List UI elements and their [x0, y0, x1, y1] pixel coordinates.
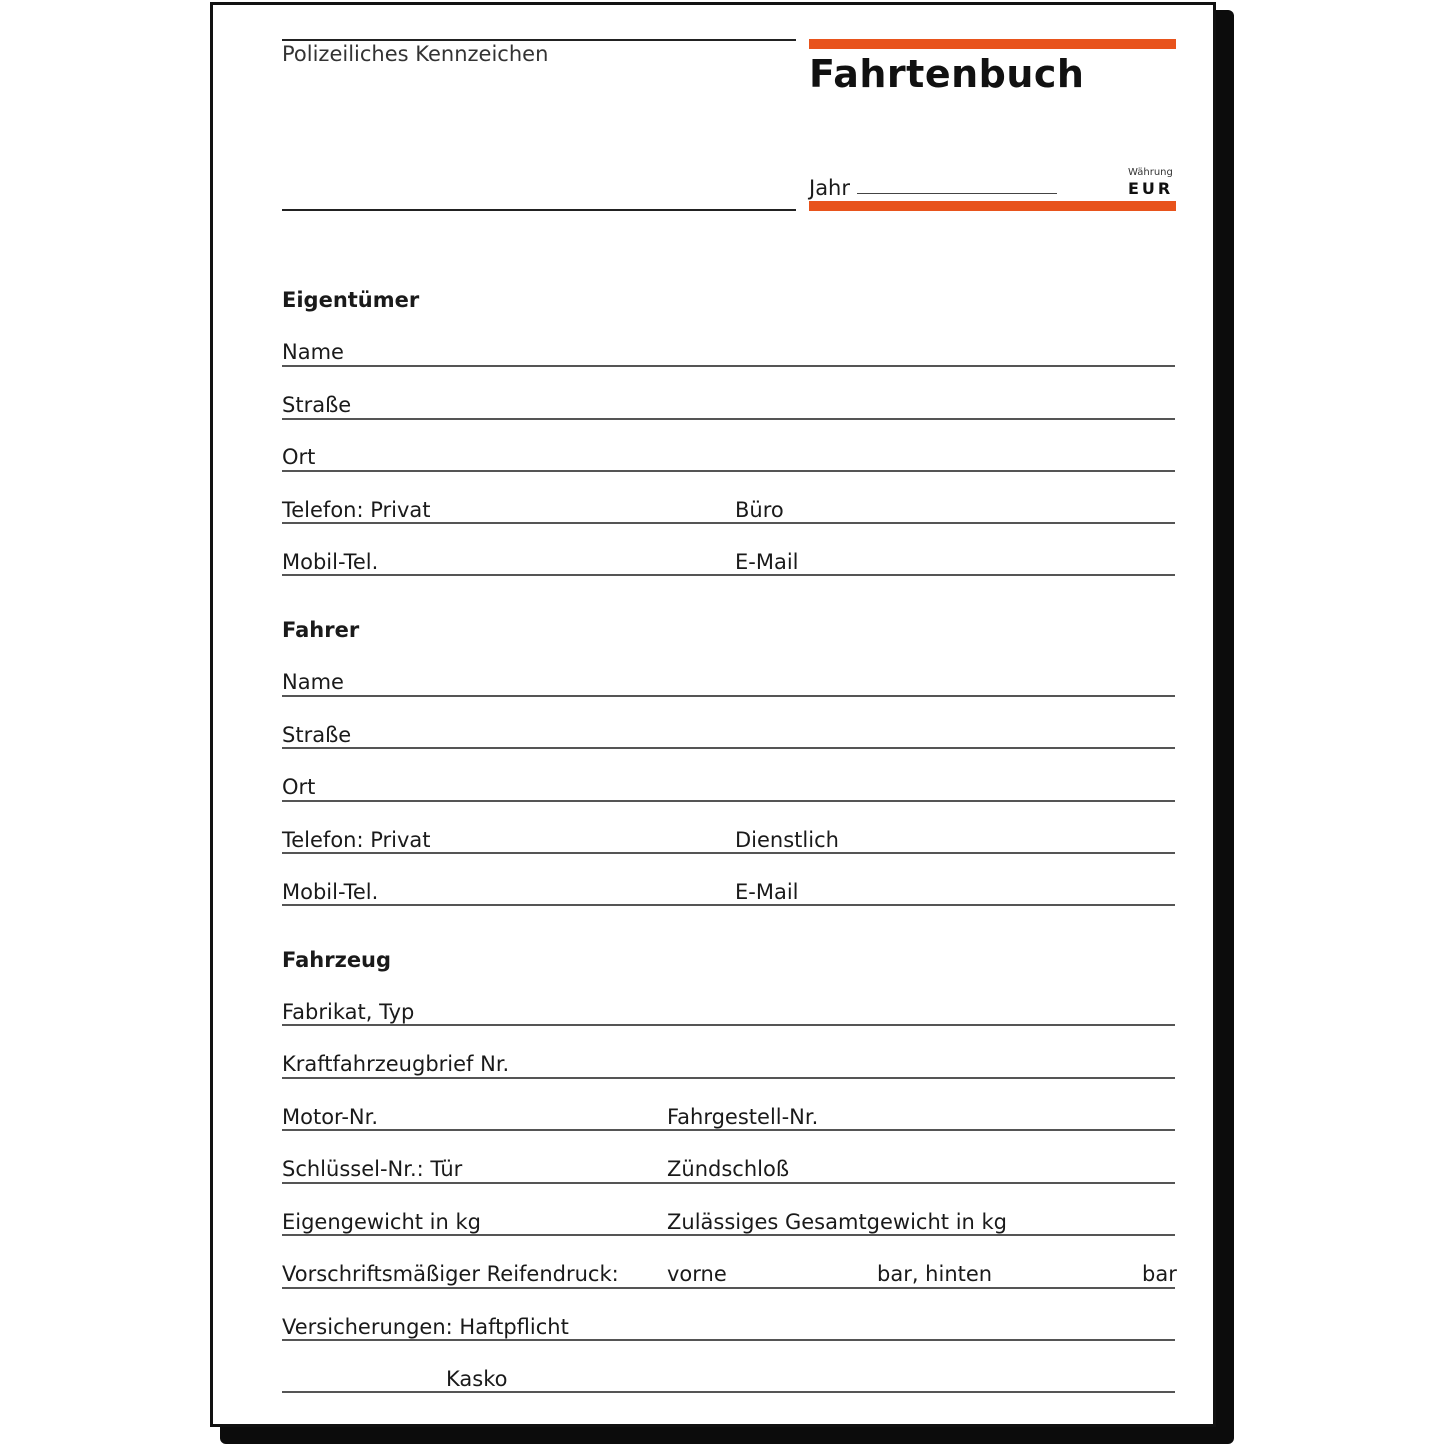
owner-city-label: Ort	[282, 445, 316, 469]
driver-street-label: Straße	[282, 723, 352, 747]
owner-mobile-email-field[interactable]	[282, 574, 1175, 576]
owner-phone-field[interactable]	[282, 522, 1175, 524]
vehicle-registration-label: Kraftfahrzeugbrief Nr.	[282, 1052, 510, 1076]
driver-phone-private-label: Telefon: Privat	[282, 828, 431, 852]
vehicle-tire-rear-label: bar, hinten	[877, 1262, 993, 1286]
year-field[interactable]	[857, 193, 1057, 194]
owner-name-label: Name	[282, 340, 344, 364]
vehicle-gross-weight-label: Zulässiges Gesamtgewicht in kg	[667, 1210, 1008, 1234]
owner-name-field[interactable]	[282, 365, 1175, 367]
vehicle-make-label: Fabrikat, Typ	[282, 1000, 415, 1024]
vehicle-weight-field[interactable]	[282, 1234, 1175, 1236]
driver-city-label: Ort	[282, 775, 316, 799]
driver-email-label: E-Mail	[735, 880, 799, 904]
vehicle-make-field[interactable]	[282, 1024, 1175, 1026]
year-label: Jahr	[809, 176, 851, 200]
vehicle-insurance-casco-label: Kasko	[446, 1367, 508, 1391]
vehicle-heading: Fahrzeug	[282, 948, 392, 972]
driver-heading: Fahrer	[282, 618, 360, 642]
vehicle-chassis-label: Fahrgestell-Nr.	[667, 1105, 819, 1129]
vehicle-engine-chassis-field[interactable]	[282, 1129, 1175, 1131]
vehicle-registration-field[interactable]	[282, 1077, 1175, 1079]
plate-label: Polizeiliches Kennzeichen	[282, 42, 549, 66]
vehicle-key-field[interactable]	[282, 1182, 1175, 1184]
vehicle-engine-label: Motor-Nr.	[282, 1105, 379, 1129]
owner-heading: Eigentümer	[282, 288, 420, 312]
driver-mobile-label: Mobil-Tel.	[282, 880, 379, 904]
driver-phone-work-label: Dienstlich	[735, 828, 839, 852]
page-title: Fahrtenbuch	[809, 52, 1085, 96]
driver-mobile-email-field[interactable]	[282, 904, 1175, 906]
vehicle-tire-pressure-field[interactable]	[282, 1287, 1175, 1289]
plate-top-rule	[282, 39, 796, 41]
vehicle-own-weight-label: Eigengewicht in kg	[282, 1210, 481, 1234]
vehicle-insurance-liability-label: Versicherungen: Haftpflicht	[282, 1315, 569, 1339]
owner-city-field[interactable]	[282, 470, 1175, 472]
driver-name-field[interactable]	[282, 695, 1175, 697]
driver-street-field[interactable]	[282, 747, 1175, 749]
owner-phone-private-label: Telefon: Privat	[282, 498, 431, 522]
vehicle-key-ignition-label: Zündschloß	[667, 1157, 790, 1181]
vehicle-tire-pressure-label: Vorschriftsmäßiger Reifendruck:	[282, 1262, 619, 1286]
owner-street-field[interactable]	[282, 418, 1175, 420]
driver-name-label: Name	[282, 670, 344, 694]
vehicle-tire-bar-unit: bar	[1142, 1262, 1177, 1286]
vehicle-key-door-label: Schlüssel-Nr.: Tür	[282, 1157, 463, 1181]
owner-street-label: Straße	[282, 393, 352, 417]
currency-code: EUR	[1128, 179, 1174, 198]
driver-city-field[interactable]	[282, 800, 1175, 802]
title-accent-bar-top	[809, 39, 1176, 49]
plate-field[interactable]	[282, 209, 796, 211]
owner-email-label: E-Mail	[735, 550, 799, 574]
vehicle-insurance-liability-field[interactable]	[282, 1339, 1175, 1341]
currency-caption: Währung	[1128, 167, 1173, 178]
owner-mobile-label: Mobil-Tel.	[282, 550, 379, 574]
vehicle-tire-front-label: vorne	[667, 1262, 727, 1286]
driver-phone-field[interactable]	[282, 852, 1175, 854]
vehicle-insurance-casco-field[interactable]	[282, 1391, 1175, 1393]
title-accent-bar-bottom	[809, 201, 1176, 211]
owner-phone-office-label: Büro	[735, 498, 784, 522]
